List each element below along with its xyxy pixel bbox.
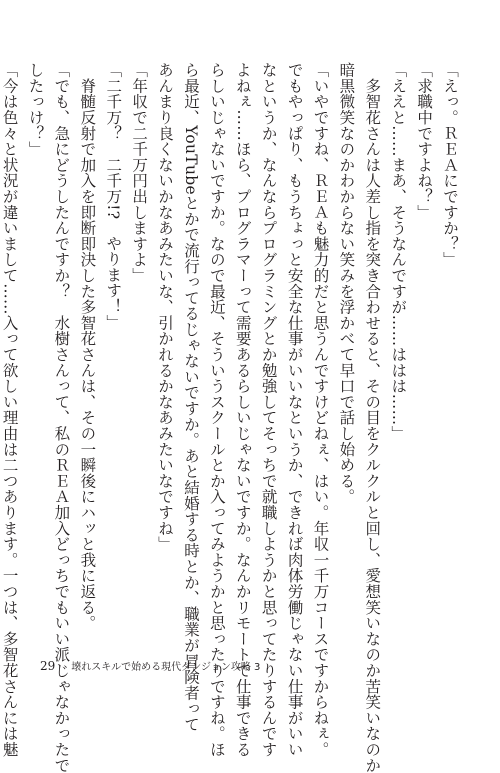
page-number: 29 bbox=[40, 659, 56, 673]
text-line: あんまり良くないかなあみたいな、引かれるかなあみたいなですね」 bbox=[156, 62, 175, 552]
page-footer bbox=[40, 658, 260, 673]
text-line: なというか、なんならプログラミングとか勉強してそっちで就職しようかと思ってたりするんです bbox=[259, 62, 278, 758]
text-line: 暗黒微笑なのかわからない笑みを浮かべて早口で話し始める。 bbox=[337, 62, 356, 505]
book-title: 壊れスキルで始める現代ダンジョン攻略 3 bbox=[71, 662, 261, 673]
text-line: 「今は色々と状況が違いまして……入って欲しい理由は二つあります。一つは、多智花さんには魅 bbox=[0, 62, 19, 758]
text-line: 脊髄反射で加入を即断即決した多智花さんは、その一瞬後にハッと我に返る。 bbox=[78, 62, 97, 631]
text-line: ら最近、YouTubeとかで流行ってるじゃないですか。あと結婚する時とか、職業が冒険者って bbox=[181, 62, 200, 733]
text-line: 「求職中ですよね？」 bbox=[415, 62, 434, 220]
text-line: 「いやですね、ＲＥＡも魅力的だと思うんですけどねぇ、はい。年収一千万コースですからねぇ。 bbox=[311, 62, 330, 758]
text-line: らしいじゃないですか。なので最近、そういうスクールとか入ってみようかと思ったりですね。ほ bbox=[207, 62, 226, 758]
text-line: でもやっぱり、もうちょっと安全な仕事がいいなというか、できれば肉体労働じゃない仕事がいい bbox=[285, 62, 304, 758]
text-line: よねぇ……ほら、プログラマーって需要あるらしいじゃないですか。なんかリモートで仕事できる bbox=[233, 62, 252, 758]
text-line: 多智花さんは人差し指を突き合わせると、その目をクルクルと回し、愛想笑いなのか苦笑いなのか bbox=[363, 62, 382, 773]
text-line: 「年収で二千万円出しますよ」 bbox=[130, 62, 149, 284]
text-line: 「えっ。ＲＥＡにですか？」 bbox=[441, 62, 459, 268]
text-line: 「でも、急にどうしたんですか？ 水樹さんって、私のＲＥＡ加入どっちでもいい派じゃなかったで bbox=[52, 62, 71, 773]
text-line: 「二千万？ 二千万!? やります！」 bbox=[104, 62, 123, 330]
text-line: 「ええと……まあ、そうなんですが……ははは……」 bbox=[389, 62, 408, 442]
text-line: したっけ？」 bbox=[26, 62, 45, 157]
